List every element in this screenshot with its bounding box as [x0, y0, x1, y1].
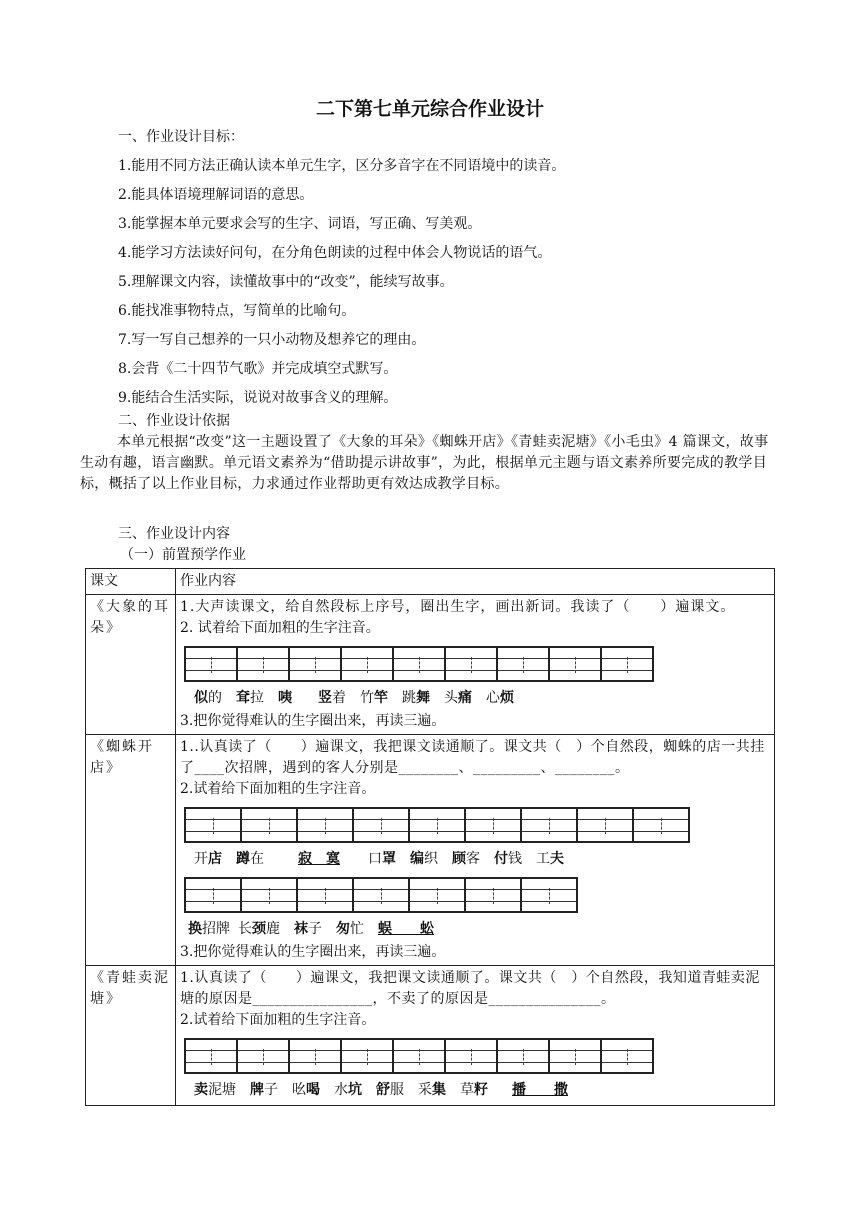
- section-heading: 二、作业设计依据: [118, 413, 230, 429]
- word: 播 撒: [512, 1082, 568, 1098]
- pinyin-cell[interactable]: [408, 877, 466, 913]
- goal-item: 7.写一写自己想养的一只小动物及想养它的理由。: [118, 332, 426, 348]
- pinyin-grid: [184, 877, 770, 913]
- table-row: [86, 735, 775, 966]
- word: 牌子: [250, 1082, 278, 1098]
- word: 咦: [278, 690, 292, 706]
- pinyin-cell[interactable]: [496, 1038, 550, 1074]
- task-cell: [176, 966, 775, 1106]
- word: 袜子: [294, 921, 322, 937]
- header-cell: 作业内容: [176, 569, 775, 595]
- pinyin-cell[interactable]: [352, 807, 410, 843]
- word: 舒服: [376, 1082, 404, 1098]
- pinyin-cell[interactable]: [184, 646, 238, 682]
- word: 蜈 蚣: [378, 921, 434, 937]
- word: 头痛: [444, 690, 472, 706]
- table-row: [86, 595, 775, 735]
- task-text: 2.试着给下面加粗的生字注音。: [180, 1012, 376, 1028]
- pinyin-cell[interactable]: [576, 807, 634, 843]
- task-text: 2. 试着给下面加粗的生字注音。: [180, 620, 380, 636]
- section-heading: 一、作业设计目标：: [118, 129, 244, 145]
- goal-item: 8.会背《二十四节气歌》并完成填空式默写。: [118, 361, 398, 377]
- pinyin-cell[interactable]: [464, 807, 522, 843]
- pinyin-cell[interactable]: [184, 1038, 238, 1074]
- word: 付钱: [494, 851, 522, 867]
- pinyin-cell[interactable]: [632, 807, 690, 843]
- pinyin-cell[interactable]: [520, 877, 578, 913]
- word: 跳舞: [402, 690, 430, 706]
- pinyin-cell[interactable]: [352, 877, 410, 913]
- basis-paragraph: 本单元根据“改变”这一主题设置了《大象的耳朵》《蜘蛛开店》《青蛙卖泥塘》《小毛虫》4 篇课文，故事生动有趣，语言幽默。单元语文素养为“借助提示讲故事”，为此，根据单元主题与语文素养所要完成的教学目标，概括了以上作业目标，力求通过作业帮助更有效达成教学目标。: [80, 434, 769, 492]
- pinyin-cell[interactable]: [288, 1038, 342, 1074]
- task-cell: [176, 595, 775, 735]
- word: 口罩: [368, 851, 396, 867]
- table-header-row: [86, 569, 775, 595]
- pinyin-cell[interactable]: [600, 646, 654, 682]
- task-cell: [176, 735, 775, 966]
- goal-item: 2.能具体语境理解词语的意思。: [118, 187, 314, 203]
- word: 寂 寞: [298, 851, 340, 867]
- word: 工夫: [536, 851, 564, 867]
- word: 草籽: [460, 1082, 488, 1098]
- pinyin-cell[interactable]: [548, 1038, 602, 1074]
- word: 匆忙: [336, 921, 364, 937]
- goal-item: 9.能结合生活实际，说说对故事含义的理解。: [118, 390, 398, 406]
- lesson-cell: 《青蛙卖泥塘》: [86, 966, 176, 1106]
- section-heading: 三、作业设计内容: [118, 526, 230, 542]
- pinyin-cell[interactable]: [240, 877, 298, 913]
- goal-item: 4.能学习方法读好问句，在分角色朗读的过程中体会人物说话的语气。: [118, 245, 552, 261]
- pinyin-cell[interactable]: [600, 1038, 654, 1074]
- goal-item: 3.能掌握本单元要求会写的生字、词语，写正确、写美观。: [118, 216, 482, 232]
- task-text: 1.认真读了（ ）遍课文，我把课文读通顺了。课文共（ ）个自然段，我知道青蛙卖泥塘的原因是________________，不卖了的原因是_______________。: [180, 970, 760, 1007]
- word: 耷拉: [236, 690, 264, 706]
- pinyin-cell[interactable]: [340, 1038, 394, 1074]
- word: 顾客: [452, 851, 480, 867]
- header-cell: 课文: [86, 569, 176, 595]
- task-text: 3.把你觉得难认的生字圈出来，再读三遍。: [180, 713, 446, 729]
- pinyin-cell[interactable]: [296, 877, 354, 913]
- word: 卖泥塘: [194, 1082, 236, 1098]
- character-list: [188, 919, 770, 940]
- table-row: [86, 966, 775, 1106]
- pinyin-cell[interactable]: [548, 646, 602, 682]
- lesson-cell: 《大象的耳朵》: [86, 595, 176, 735]
- pinyin-cell[interactable]: [392, 646, 446, 682]
- pinyin-cell[interactable]: [184, 877, 242, 913]
- pinyin-cell[interactable]: [464, 877, 522, 913]
- pinyin-cell[interactable]: [236, 1038, 290, 1074]
- word: 采集: [418, 1082, 446, 1098]
- pinyin-grid: [184, 646, 770, 682]
- character-list: [194, 1080, 770, 1101]
- word: 心烦: [486, 690, 514, 706]
- pinyin-grid: [184, 1038, 770, 1074]
- pinyin-cell[interactable]: [236, 646, 290, 682]
- homework-table: [85, 568, 775, 1106]
- word: 长颈鹿: [238, 921, 280, 937]
- goal-item: 6.能找准事物特点，写简单的比喻句。: [118, 303, 356, 319]
- pinyin-cell[interactable]: [184, 807, 242, 843]
- word: 换招牌: [188, 921, 230, 937]
- task-text: 3.把你觉得难认的生字圈出来，再读三遍。: [180, 944, 446, 960]
- pinyin-cell[interactable]: [296, 807, 354, 843]
- character-list: [194, 849, 770, 870]
- subsection-heading: （一）前置预学作业: [120, 547, 246, 563]
- task-text: 1..认真读了（ ）遍课文，我把课文读通顺了。课文共（ ）个自然段，蜘蛛的店一共挂了____次招牌，遇到的客人分别是________、_________、________。: [180, 739, 765, 776]
- pinyin-cell[interactable]: [288, 646, 342, 682]
- word: 竹竿: [360, 690, 388, 706]
- pinyin-cell[interactable]: [240, 807, 298, 843]
- pinyin-cell[interactable]: [444, 646, 498, 682]
- word: 蹲在: [236, 851, 264, 867]
- word: 开店: [194, 851, 222, 867]
- word: 吆喝: [292, 1082, 320, 1098]
- task-text: 2.试着给下面加粗的生字注音。: [180, 781, 376, 797]
- pinyin-cell[interactable]: [520, 807, 578, 843]
- goal-item: 1.能用不同方法正确认读本单元生字，区分多音字在不同语境中的读音。: [118, 158, 566, 174]
- word: 编织: [410, 851, 438, 867]
- goal-item: 5.理解课文内容，读懂故事中的“改变”，能续写故事。: [118, 274, 454, 290]
- pinyin-grid: [184, 807, 770, 843]
- pinyin-cell[interactable]: [392, 1038, 446, 1074]
- page-title: 二下第七单元综合作业设计: [315, 98, 544, 120]
- task-text: 1.大声读课文，给自然段标上序号，圈出生字，画出新词。我读了（ ）遍课文。: [180, 599, 736, 615]
- word: 竖着: [318, 690, 346, 706]
- word: 水坑: [334, 1082, 362, 1098]
- pinyin-cell[interactable]: [340, 646, 394, 682]
- character-list: [194, 688, 770, 709]
- word: 似的: [194, 690, 222, 706]
- pinyin-cell[interactable]: [496, 646, 550, 682]
- pinyin-cell[interactable]: [408, 807, 466, 843]
- pinyin-cell[interactable]: [444, 1038, 498, 1074]
- lesson-cell: 《蜘蛛开店》: [86, 735, 176, 966]
